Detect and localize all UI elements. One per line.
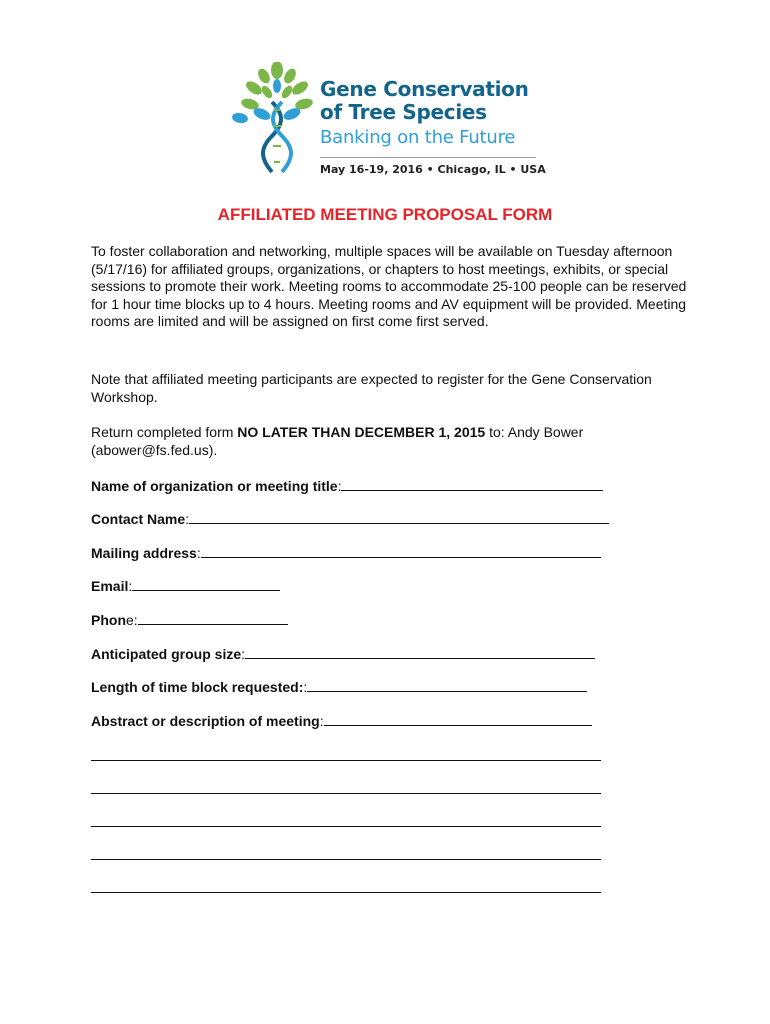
field-email-label: Email [91, 578, 129, 594]
note-paragraph: Note that affiliated meeting participants are expected to register for the Gene Conservation Workshop. [91, 371, 652, 405]
abstract-line[interactable] [91, 826, 601, 827]
return-instructions [91, 424, 691, 459]
contact-name-blank[interactable] [189, 511, 609, 524]
field-email [91, 578, 280, 594]
logo-title-line2: of Tree Species [320, 100, 487, 124]
form-title: AFFILIATED MEETING PROPOSAL FORM [217, 205, 553, 224]
phone-blank[interactable] [138, 612, 288, 625]
field-mailing-address-colon: : [196, 545, 201, 561]
field-group-size [91, 646, 595, 662]
logo-event-date: May 16-19, 2016 • Chicago, IL • USA [320, 163, 546, 176]
field-contact-name-label: Contact Name [91, 511, 186, 527]
logo-divider [320, 157, 536, 158]
mailing-address-blank[interactable] [201, 545, 601, 558]
abstract-line[interactable] [91, 859, 601, 860]
email-blank[interactable] [132, 578, 280, 591]
tree-dna-icon [232, 62, 322, 182]
field-group-size-colon: : [241, 646, 246, 662]
field-phone [91, 612, 288, 628]
field-phone-label: Phon [91, 612, 126, 628]
time-block-blank[interactable] [307, 679, 587, 692]
field-time-block [91, 679, 587, 695]
field-abstract [91, 713, 592, 729]
field-group-size-label: Anticipated group size [91, 646, 242, 662]
org-name-blank[interactable] [341, 478, 603, 491]
field-contact-name-colon: : [185, 511, 190, 527]
field-contact-name [91, 511, 609, 527]
field-org-name-label: Name of organization or meeting title [91, 478, 338, 494]
field-org-name [91, 478, 603, 494]
field-abstract-colon: : [319, 713, 324, 729]
field-phone-colon: e: [126, 612, 138, 628]
abstract-line[interactable] [91, 760, 601, 761]
field-email-colon: : [128, 578, 133, 594]
field-time-block-label: Length of time block requested: [91, 679, 304, 695]
field-org-name-colon: : [337, 478, 342, 494]
logo-text [320, 77, 546, 176]
field-time-block-colon: : [303, 679, 308, 695]
return-deadline: NO LATER THAN DECEMBER 1, 2015 [237, 424, 486, 440]
abstract-line[interactable] [91, 892, 601, 893]
field-abstract-label: Abstract or description of meeting [91, 713, 320, 729]
logo-title-line1: Gene Conservation [320, 77, 529, 101]
abstract-line[interactable] [91, 793, 601, 794]
group-size-blank[interactable] [245, 646, 595, 659]
field-mailing-address [91, 545, 601, 561]
event-logo [232, 62, 546, 182]
return-prefix: Return completed form [91, 424, 238, 440]
intro-paragraph: To foster collaboration and networking, multiple spaces will be available on Tuesday afternoon (5/17/16) for affiliated groups, organizations, or chapters to host meetings, exhibits, or special sessions to promote their work. Meeting rooms to accommodate 25-100 people can be reserved for 1 hour time blocks up to 4 hours. Meeting rooms and AV equipment will be provided. Meeting rooms are limited and will be assigned on first come first served. [91, 243, 687, 329]
logo-tagline: Banking on the Future [320, 127, 516, 148]
return-suffix: to: Andy Bower (abower@fs.fed.us). [91, 424, 584, 458]
field-mailing-address-label: Mailing address [91, 545, 197, 561]
abstract-blank[interactable] [324, 713, 592, 726]
